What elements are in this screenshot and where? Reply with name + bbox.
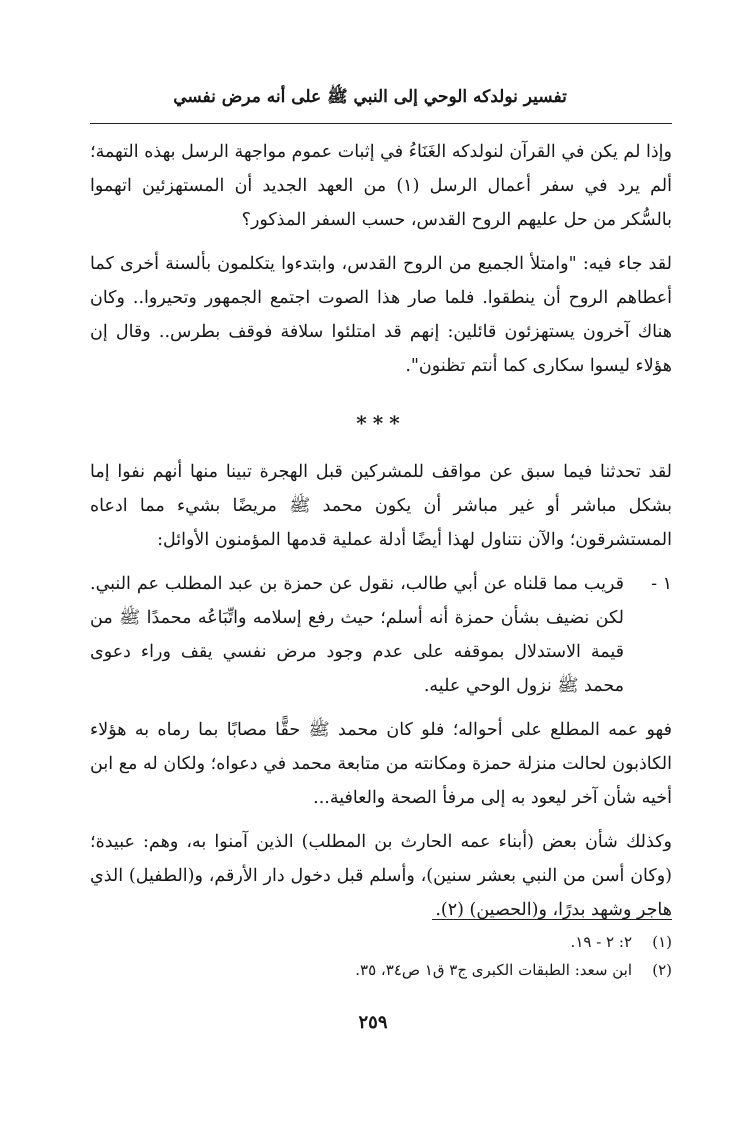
paragraph-1: وإذا لم يكن في القرآن لنولدكه الغَنَاءُ في إثبات عموم مواجهة الرسل بهذه التهمة؛ ألم يرد في سفر أعمال الرسل (١) من العهد الجديد أن المستهزئين اتهموا بالسُّكر من حل عليهم الروح القدس، حسب السفر المذكور؟ bbox=[90, 142, 672, 230]
list-item-number: ١ - bbox=[651, 574, 672, 594]
footnote-2 bbox=[90, 956, 672, 984]
footnote-1 bbox=[90, 928, 672, 956]
page-body bbox=[90, 135, 672, 937]
footnote-number: (١) bbox=[652, 933, 672, 951]
footnote-text: ٢: ٢ - ١٩. bbox=[570, 933, 632, 951]
list-item-text: قريب مما قلناه عن أبي طالب، نقول عن حمزة بن عبد المطلب عم النبي. لكن نضيف بشأن حمزة أنه أسلم؛ حيث رفع إسلامه واتِّبَاعُه محمدًا ﷺ من قيمة الاستدلال بموقفه على عدم وجود مرض نفسي يقف وراء دعوى محمد ﷺ نزول الوحي عليه. bbox=[90, 574, 624, 696]
running-header: تفسير نولدكه الوحي إلى النبي ﷺ على أنه مرض نفسي bbox=[173, 87, 567, 107]
paragraph-3: لقد تحدثنا فيما سبق عن مواقف للمشركين قبل الهجرة تبينا منها أنهم نفوا إما بشكل مباشر أو غير مباشر أن يكون محمد ﷺ مريضًا بشيء مما ادعاه المستشرقون؛ والآن نتناول لهذا أيضًا أدلة عملية قدمها المؤمنون الأوائل: bbox=[90, 462, 672, 550]
footnote-divider bbox=[432, 919, 672, 920]
page-number: ٢٥٩ bbox=[358, 1012, 388, 1033]
paragraph-2: لقد جاء فيه: "وامتلأ الجميع من الروح القدس، وابتدءوا يتكلمون بألسنة أخرى كما أعطاهم الروح أن ينطقوا. فلما صار هذا الصوت اجتمع الجمهور وتحيروا.. وكان هناك آخرون يستهزئون قائلين: إنهم قد امتلئوا سلافة فوقف بطرس.. وقال إن هؤلاء ليسوا سكارى كما أنتم تظنون". bbox=[90, 254, 672, 376]
footnote-number: (٢) bbox=[652, 961, 672, 979]
paragraph-5: وكذلك شأن بعض (أبناء عمه الحارث بن المطلب) الذين آمنوا به، وهم: عبيدة؛ (وكان أسن من النبي بعشر سنين)، وأسلم قبل دخول دار الأرقم، و(الطفيل) الذي هاجر وشهد بدرًا، و(الحصين) (٢). bbox=[90, 832, 672, 920]
paragraph-4: فهو عمه المطلع على أحواله؛ فلو كان محمد ﷺ حقًّا مصابًا بما رماه به هؤلاء الكاذبون لحالت منزلة حمزة ومكانته من متابعة محمد في دعواه؛ ولكان له مع ابن أخيه شأن آخر ليعود به إلى مرفأ الصحة والعافية... bbox=[90, 720, 672, 808]
list-item-1 bbox=[90, 567, 672, 703]
footnotes bbox=[90, 928, 672, 984]
footnote-text: ابن سعد: الطبقات الكبرى ج٣ ق١ ص٣٤، ٣٥. bbox=[355, 961, 632, 979]
section-separator: *** bbox=[356, 411, 406, 435]
header-divider bbox=[90, 123, 672, 124]
